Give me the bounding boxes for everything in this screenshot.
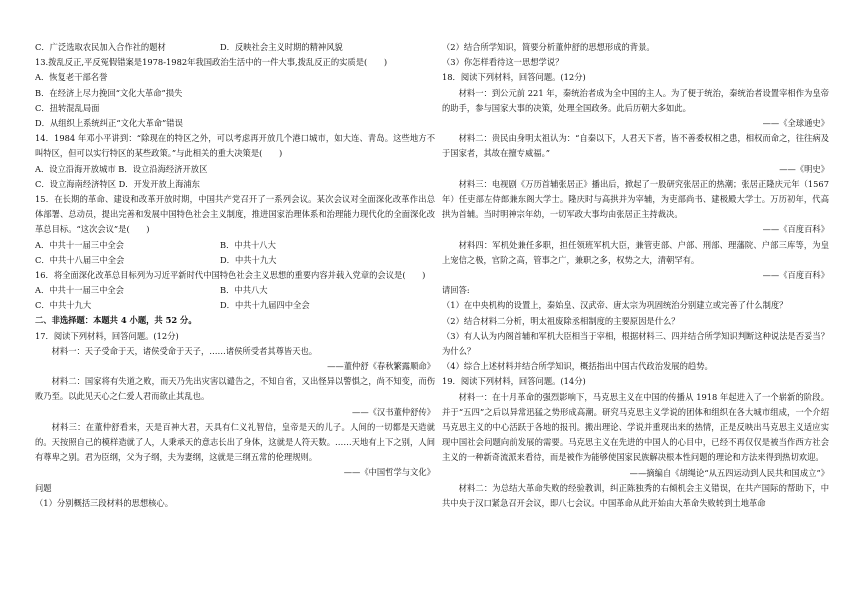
q17-material-1-source: ——董仲舒《春秋繁露顺命》: [327, 361, 435, 372]
left-column: [35, 40, 435, 511]
q12-options-cd: [35, 40, 435, 55]
q17-part-2: （2）结合所学知识，简要分析董仲舒的思想形成的背景。: [442, 42, 655, 52]
q15-option-d: D．中共十九大: [220, 254, 277, 265]
q16-option-d: D．中共十九届四中全会: [220, 300, 310, 311]
q16-options-cd: [35, 298, 435, 313]
q17-material-2: 材料二：国家将有失道之败，而天乃先出灾害以谴告之，不知自省，又出怪异以警惧之，尚不知变，而伤败乃至。以此见天心之仁爱人君而欲止其乱也。: [35, 376, 435, 402]
q17-material-1: 材料一：天子受命于天，诸侯受命于天子，……诸侯所受者其尊皆天也。: [51, 345, 318, 356]
q15-stem: 15．在长期的革命、建设和改革开放时期，中国共产党召开了一系列会议。某次会议对全面深化改革作出总体部署、总动员，提出完善和发展中国特色社会主义制度，推进国家治理体系和治理能力现代化的全面深化改革总目标。“这次会议”是( ): [35, 193, 435, 235]
q15-options-ab: [35, 238, 435, 253]
q18-material-4-source: ——《百度百科》: [762, 269, 829, 280]
q13-option-a: A．恢复老干部名誉: [35, 72, 108, 83]
q15-options-cd: [35, 253, 435, 268]
q17-material-3-source: ——《中国哲学与文化》: [343, 467, 435, 478]
q14-options-ab: A．设立沿海开放城市 B．设立沿海经济开放区: [35, 163, 208, 174]
q17-material-2-source: ——《汉书董仲舒传》: [352, 406, 435, 417]
q15-option-c: C．中共十八届三中全会: [35, 254, 125, 265]
q19-stem: 19．阅读下列材料，回答问题。(14分): [442, 376, 586, 387]
q19-material-1-source: ——摘编自《胡绳论“从五四运动到人民共和国成立”》: [629, 467, 829, 478]
q16-option-a: A．中共十一届三中全会: [35, 285, 124, 296]
q18-part-2: （2）结合材料二分析，明太祖废除丞相制度的主要原因是什么？: [442, 315, 680, 326]
q16-stem: 16．将全面深化改革总目标列为习近平新时代中国特色社会主义思想的重要内容并载入党章的会议是( ): [35, 269, 426, 280]
q18-answer-prompt: 请回答:: [442, 285, 470, 296]
q13-stem: 13.拨乱反正,平反冤假错案是1978-1982年我国政治生活中的一件大事,拨乱反正的实质是( ): [35, 57, 388, 68]
q15-option-a: A．中共十一届三中全会: [35, 239, 124, 250]
q18-part-1: （1）在中央机构的设置上，秦始皇、汉武帝、唐太宗为巩固统治分别建立或完善了什么制度？: [442, 300, 788, 311]
q16-option-b: B．中共八大: [220, 285, 268, 296]
q13-option-b: B．在经济上尽力挽回“文化大革命”损失: [35, 87, 183, 98]
q12-option-d: D．反映社会主义时期的精神风貌: [220, 42, 343, 52]
q18-material-4: 材料四：军机处兼任多职，担任领班军机大臣，兼管吏部、户部、刑部、理藩院、户部三库等，为皇上宠信之极，官阶之高，管事之广，兼职之多，权势之大，清朝罕有。: [442, 239, 829, 265]
q17-part-3: （3）你怎样看待这一思想学说？: [442, 57, 564, 68]
q18-material-1-source: ——《全球通史》: [762, 117, 829, 128]
right-column: [442, 40, 829, 511]
q14-options-cd: C．设立海南经济特区 D．开发开放上海浦东: [35, 178, 200, 189]
q17-stem: 17．阅读下列材料，回答问题。(12分): [35, 330, 179, 341]
q18-material-3-source: ——《百度百科》: [762, 224, 829, 235]
q16-options-ab: [35, 283, 435, 298]
q18-stem: 18．阅读下列材料，回答问题。(12分): [442, 72, 586, 83]
q16-option-c: C．中共十九大: [35, 300, 92, 311]
q17-questions-label: 问题: [35, 482, 52, 493]
q13-option-d: D．从组织上系统纠正“文化大革命”错误: [35, 117, 183, 128]
q18-part-4: （4）综合上述材料并结合所学知识，概括指出中国古代政治发展的趋势。: [442, 361, 713, 372]
q13-option-c: C．扭转混乱局面: [35, 102, 100, 113]
q17-material-3: 材料三：在董仲舒看来，天是百神大君，天具有仁义礼智信，皇帝是天的儿子。人间的一切都是天造就的。天按照自己的模样造就了人，人秉承天的意志长出了身体，这就是人符天数。……天地有上下之别，人间有尊卑之别。君为臣纲，父为子纲，夫为妻纲，这就是三纲五常的伦理规则。: [35, 421, 435, 463]
q17-part-1: （1）分别概括三段材料的思想核心。: [35, 497, 174, 508]
q19-material-2: 材料二：为总结大革命失败的经验教训，纠正陈独秀的右倾机会主义错误，在共产国际的帮助下，中共中央于汉口紧急召开会议，即八七会议。中国革命从此开始由大革命失败转到土地革命: [442, 482, 829, 508]
q18-part-3: （3）有人认为内阁首辅和军机大臣相当于宰相，根据材料三、四并结合所学知识判断这种说法是否妥当？为什么？: [442, 330, 829, 356]
q18-material-1: 材料一：到公元前 221 年，秦统治者成为全中国的主人。为了便于统治，秦统治者设置宰相作为皇帝的助手，参与国家大事的决策，处理全国政务。此后历朝大多如此。: [442, 87, 829, 113]
section-heading: 二、非选择题：本题共 4 小题，共 52 分。: [35, 315, 197, 326]
q12-option-c: C．广泛选取农民加入合作社的题材: [35, 42, 166, 52]
q18-material-2: 材料二：贵民由身明太祖认为：“自秦以下，人君天下者，皆不善委权相之患，相权而命之，往往病及于国家者，其故在擅专威福。”: [442, 133, 829, 159]
q18-material-2-source: ——《明史》: [779, 163, 829, 174]
q14-stem: 14．1984 年邓小平讲到：“除现在的特区之外，可以考虑再开放几个港口城市，如大连、青岛。这些地方不叫特区，但可以实行特区的某些政策。”与此相关的重大决策是( ): [35, 133, 435, 159]
q18-material-3: 材料三：电视剧《万历首辅张居正》播出后，掀起了一股研究张居正的热潮；张居正隆庆元年（1567年）任吏部左侍郎兼东阁大学士。隆庆时与高拱并为宰辅，为吏部尚书、建极殿大学士。万历初年，代高拱为首辅。当时明神宗年幼，一切军政大事均由张居正主持裁决。: [442, 178, 829, 220]
q15-option-b: B．中共十八大: [220, 239, 276, 250]
q19-material-1: 材料一：在十月革命的强烈影响下，马克思主义在中国的传播从 1918 年起进入了一个崭新的阶段。并于“五四”之后以异常迅猛之势形成高潮。研究马克思主义学说的团体和组织在各大城市组成，一个介绍马克思主义的中心活跃于各地的报刊。搬出理论、学说并重现出来的热情，正是反映出马克思主义适应实现中国社会问题向前发展的需要。马克思主义在先进的中国人的心目中，已经不再仅仅是被当作西方社会主义的一种新奇流派来看待，而是被作为能够使国家民族解决根本性问题的理论和方法来得到热切欢迎。: [442, 391, 829, 463]
